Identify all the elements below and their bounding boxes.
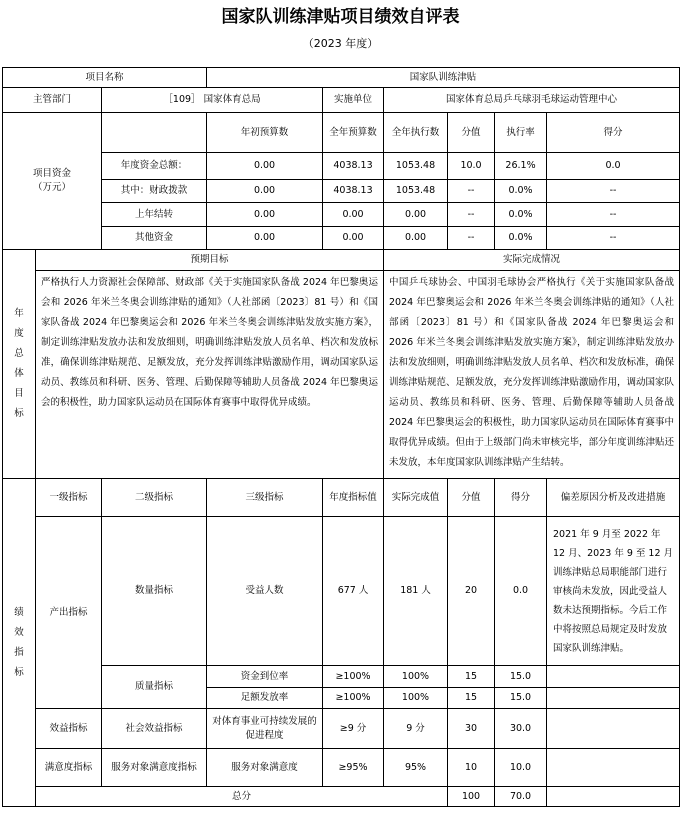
output-indicator-label: 产出指标 xyxy=(36,517,102,709)
perf-header-reason: 偏差原因分析及改进措施 xyxy=(547,479,680,517)
perf-row-benefit xyxy=(3,709,680,749)
funds-cell: -- xyxy=(448,180,495,203)
evaluation-table xyxy=(2,67,680,807)
deviation-reason: 2021 年 9 月至 2022 年 12 月、2023 年 9 至 12 月训练津贴总局职能部门进行审核尚未发放，因此受益人数未达预期指标。今后工作中将按照总局规定及时发放国家队训练津贴。 xyxy=(547,517,680,666)
perf-actual: 95% xyxy=(384,749,448,787)
funds-row xyxy=(3,180,680,203)
funds-cell: 1053.48 xyxy=(384,153,448,180)
actual-result-text: 中国乒乓球协会、中国羽毛球协会严格执行《关于实施国家队备战 2024 年巴黎奥运会和 2026 年米兰冬奥会训练津贴的通知》（人社部函〔2023〕81 号）和《国家队备战 2024 年巴黎奥运会和 2026 年米兰冬奥会训练津贴发放实施方案》，制定训练津贴发放办法和发放细则，明确训练津贴发放人员名单、档次和发放标准，确保训练津贴规范、足额发放，充分发挥训练津贴激励作用，调动国家队运动员、教练员和科研、医务、管理、后勤保障等辅助人员备战 2024 年巴黎奥运会的积极性，助力国家队运动员在国际体育赛事中取得优异成绩。但由于上级部门尚未审核完毕，部分年度训练津贴还未发放，本年度国家队训练津贴产生结转。 xyxy=(384,271,680,479)
funds-cell: 0.0% xyxy=(495,203,547,227)
perf-header-l1: 一级指标 xyxy=(36,479,102,517)
goals-side-label: 年 度 总 体 目 标 xyxy=(3,250,36,479)
total-score: 70.0 xyxy=(495,787,547,807)
funds-label-line2: （万元） xyxy=(32,182,71,193)
funds-row xyxy=(3,203,680,227)
perf-row-funding-rate xyxy=(3,666,680,688)
funds-cell: 0.0 xyxy=(547,153,680,180)
funds-cell: 10.0 xyxy=(448,153,495,180)
funds-header-score: 得分 xyxy=(547,113,680,153)
perf-reason-empty xyxy=(547,666,680,688)
perf-l3: 资金到位率 xyxy=(207,666,323,688)
perf-l3: 受益人数 xyxy=(207,517,323,666)
funds-cell: -- xyxy=(547,203,680,227)
perf-score: 15.0 xyxy=(495,688,547,709)
funds-cell: 4038.13 xyxy=(323,180,384,203)
funds-header-annual: 全年预算数 xyxy=(323,113,384,153)
funds-cell: -- xyxy=(547,227,680,250)
dept-label: 主管部门 xyxy=(3,88,102,113)
perf-l3: 足额发放率 xyxy=(207,688,323,709)
report-year: （2023 年度） xyxy=(302,37,379,50)
perf-header-row xyxy=(3,479,680,517)
perf-header-l3: 三级指标 xyxy=(207,479,323,517)
funds-label xyxy=(3,113,102,250)
page-title: 国家队训练津贴项目绩效自评表 xyxy=(221,7,460,27)
perf-reason-empty xyxy=(547,749,680,787)
perf-reason-empty xyxy=(547,688,680,709)
funds-row-label: 年度资金总额： xyxy=(102,153,207,180)
perf-header-l2: 二级指标 xyxy=(102,479,207,517)
perf-actual: 100% xyxy=(384,688,448,709)
actual-result-header: 实际完成情况 xyxy=(384,250,680,271)
goals-header-row xyxy=(3,250,680,271)
quantity-indicator-label: 数量指标 xyxy=(102,517,207,666)
funds-cell: 0.00 xyxy=(323,227,384,250)
funds-header-row xyxy=(3,113,680,153)
project-name-row xyxy=(3,68,680,88)
goals-text-row xyxy=(3,271,680,479)
perf-side-label: 绩 效 指 标 xyxy=(3,479,36,807)
expected-goal-text: 严格执行人力资源社会保障部、财政部《关于实施国家队备战 2024 年巴黎奥运会和 2026 年米兰冬奥会训练津贴的通知》（人社部函〔2023〕81 号）和《国家队备战 2024 年巴黎奥运会和 2026 年米兰冬奥会训练津贴发放实施方案》，制定训练津贴发放办法和发放细则，明确训练津贴发放人员名单、档次和发放标准，确保训练津贴规范、足额发放，充分发挥训练津贴激励作用，调动国家队运动员、教练员和科研、医务、管理、后勤保障等辅助人员备战 2024 年巴黎奥运会的积极性，助力国家队运动员在国际体育赛事中取得优异成绩。 xyxy=(36,271,384,479)
perf-actual: 181 人 xyxy=(384,517,448,666)
funds-cell: 26.1% xyxy=(495,153,547,180)
perf-header-target: 年度指标值 xyxy=(323,479,384,517)
perf-score: 10.0 xyxy=(495,749,547,787)
funds-cell: 0.0% xyxy=(495,227,547,250)
perf-l3: 服务对象满意度 xyxy=(207,749,323,787)
funds-cell: 0.0% xyxy=(495,180,547,203)
perf-header-score: 得分 xyxy=(495,479,547,517)
total-row xyxy=(3,787,680,807)
funds-cell: -- xyxy=(448,203,495,227)
dept-value: ［109］ 国家体育总局 xyxy=(102,88,323,113)
funds-header-weight: 分值 xyxy=(448,113,495,153)
service-satisfaction-label: 服务对象满意度指标 xyxy=(102,749,207,787)
department-row xyxy=(3,88,680,113)
perf-target: ≥9 分 xyxy=(323,709,384,749)
perf-weight: 15 xyxy=(448,666,495,688)
perf-weight: 15 xyxy=(448,688,495,709)
perf-target: ≥100% xyxy=(323,666,384,688)
perf-score: 0.0 xyxy=(495,517,547,666)
benefit-indicator-label: 效益指标 xyxy=(36,709,102,749)
project-name-label: 项目名称 xyxy=(3,68,207,88)
funds-header-blank xyxy=(102,113,207,153)
perf-weight: 20 xyxy=(448,517,495,666)
funds-row xyxy=(3,227,680,250)
funds-cell: 0.00 xyxy=(207,153,323,180)
funds-cell: 1053.48 xyxy=(384,180,448,203)
funds-cell: 0.00 xyxy=(207,203,323,227)
funds-header-executed: 全年执行数 xyxy=(384,113,448,153)
perf-actual: 9 分 xyxy=(384,709,448,749)
perf-header-weight: 分值 xyxy=(448,479,495,517)
expected-goal-header: 预期目标 xyxy=(36,250,384,271)
funds-header-rate: 执行率 xyxy=(495,113,547,153)
perf-weight: 10 xyxy=(448,749,495,787)
funds-cell: 4038.13 xyxy=(323,153,384,180)
quality-indicator-label: 质量指标 xyxy=(102,666,207,709)
total-label: 总分 xyxy=(36,787,448,807)
funds-row xyxy=(3,153,680,180)
funds-cell: 0.00 xyxy=(384,203,448,227)
perf-row-beneficiaries xyxy=(3,517,680,666)
funds-label-line1: 项目资金 xyxy=(32,168,71,179)
perf-score: 30.0 xyxy=(495,709,547,749)
perf-target: ≥100% xyxy=(323,688,384,709)
funds-cell: -- xyxy=(448,227,495,250)
perf-score: 15.0 xyxy=(495,666,547,688)
project-name-value: 国家队训练津贴 xyxy=(207,68,680,88)
funds-cell: 0.00 xyxy=(323,203,384,227)
perf-target: ≥95% xyxy=(323,749,384,787)
perf-weight: 30 xyxy=(448,709,495,749)
perf-row-satisfaction xyxy=(3,749,680,787)
funds-cell: 0.00 xyxy=(207,180,323,203)
perf-l3: 对体育事业可持续发展的促进程度 xyxy=(207,709,323,749)
perf-actual: 100% xyxy=(384,666,448,688)
funds-header-initial: 年初预算数 xyxy=(207,113,323,153)
funds-cell: -- xyxy=(547,180,680,203)
funds-row-label: 其中：财政拨款 xyxy=(102,180,207,203)
satisfaction-indicator-label: 满意度指标 xyxy=(36,749,102,787)
perf-target: 677 人 xyxy=(323,517,384,666)
funds-row-label: 上年结转 xyxy=(102,203,207,227)
social-benefit-label: 社会效益指标 xyxy=(102,709,207,749)
total-reason-empty xyxy=(547,787,680,807)
perf-reason-empty xyxy=(547,709,680,749)
funds-row-label: 其他资金 xyxy=(102,227,207,250)
perf-header-actual: 实际完成值 xyxy=(384,479,448,517)
impl-label: 实施单位 xyxy=(323,88,384,113)
funds-cell: 0.00 xyxy=(207,227,323,250)
total-weight: 100 xyxy=(448,787,495,807)
impl-value: 国家体育总局乒乓球羽毛球运动管理中心 xyxy=(384,88,680,113)
funds-cell: 0.00 xyxy=(384,227,448,250)
